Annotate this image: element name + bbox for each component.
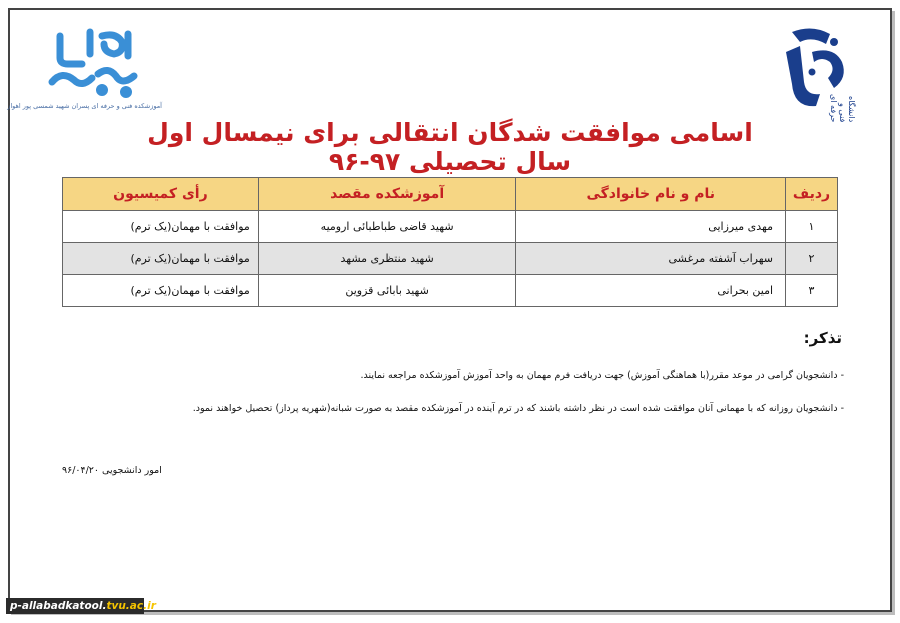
row-number-cell: ۲ (786, 243, 838, 275)
table-row (63, 211, 838, 243)
student-name-cell: مهدی میرزایی (516, 211, 786, 243)
note-item: - دانشجویان روزانه که با مهمانی آنان موافقت شده است در نظر داشته باشند که در ترم آینده در آموزشکده مقصد به صورت شبانه(شهریه پرداز) تحصیل خواهند نمود. (192, 403, 844, 414)
university-logo (782, 22, 862, 122)
column-header-destination-school: آموزشکده مقصد (258, 178, 516, 211)
accepted-students-table (62, 177, 838, 307)
left-logo-tagline: آموزشکده فنی و حرفه ای پسران شهید شمسی پور اهواز (7, 102, 162, 110)
row-number-cell: ۳ (786, 275, 838, 307)
table-header-row (63, 178, 838, 211)
issuing-office-date: امور دانشجویی ۹۶/۰۴/۲۰ (62, 465, 162, 476)
notes-heading: تذکر: (803, 329, 842, 347)
commission-vote-cell: موافقت با مهمان(یک ترم) (63, 211, 259, 243)
watermark-domain: tvu.ac.ir (106, 600, 156, 612)
commission-vote-cell: موافقت با مهمان(یک ترم) (63, 243, 259, 275)
left-school-logo (7, 24, 162, 124)
left-logo-mark-icon (42, 24, 152, 102)
column-header-row-number: ردیف (786, 178, 838, 211)
page-title: اسامی موافقت شدگان انتقالی برای نیمسال اول سال تحصیلی ۹۷-۹۶ (147, 118, 753, 176)
note-item: - دانشجویان گرامی در موعد مقرر(با هماهنگی آموزش) جهت دریافت فرم مهمان به واحد آموزش آموزشکده مراجعه نمایند. (360, 370, 844, 381)
row-number-cell: ۱ (786, 211, 838, 243)
student-name-cell: امین بحرانی (516, 275, 786, 307)
commission-vote-cell: موافقت با مهمان(یک ترم) (63, 275, 259, 307)
destination-school-cell: شهید بابائی قزوین (258, 275, 516, 307)
column-header-commission-vote: رأی کمیسیون (63, 178, 259, 211)
table-row (63, 243, 838, 275)
destination-school-cell: شهید منتظری مشهد (258, 243, 516, 275)
column-header-full-name: نام و نام خانوادگی (516, 178, 786, 211)
destination-school-cell: شهید قاضی طباطبائی ارومیه (258, 211, 516, 243)
student-name-cell: سهراب آشفته مرغشی (516, 243, 786, 275)
watermark-prefix: p-allabadkatool. (10, 600, 107, 612)
table-row (63, 275, 838, 307)
university-name: دانشگاه فنی و حرفه ای (829, 93, 856, 122)
site-watermark (6, 598, 156, 614)
